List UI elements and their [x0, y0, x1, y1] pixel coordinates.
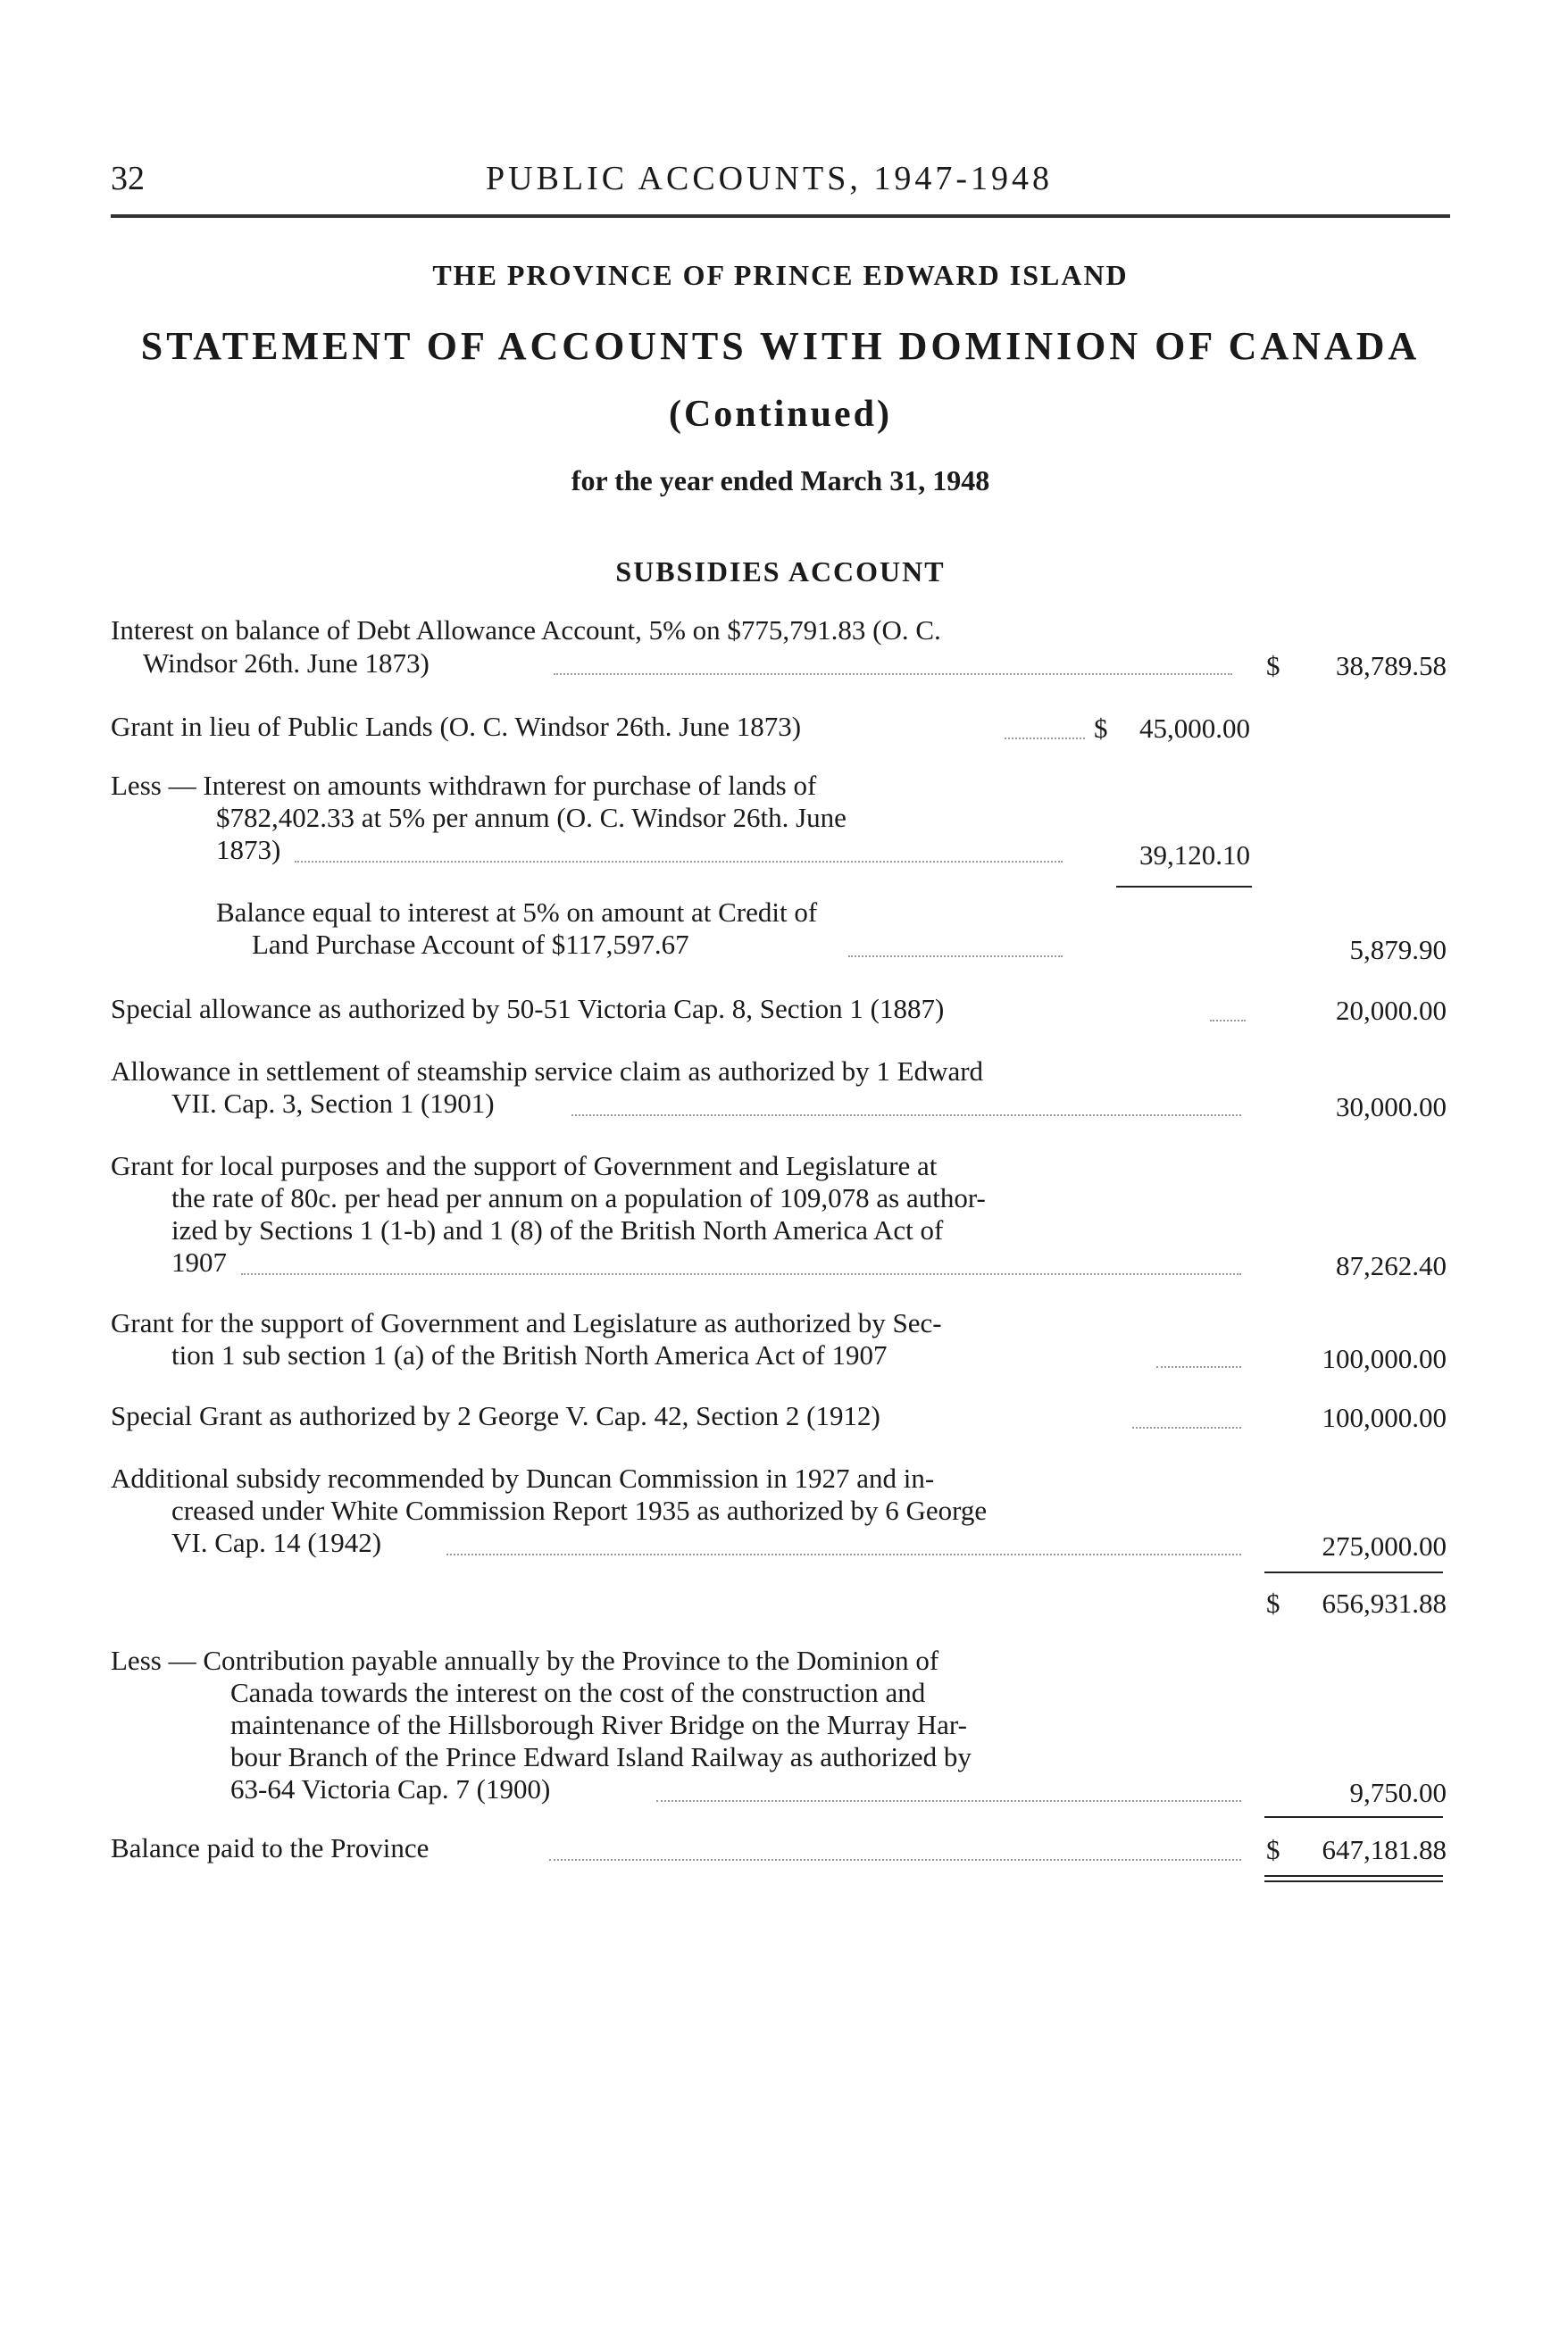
entry-balance-interest-line2: Land Purchase Account of $117,597.67	[252, 929, 689, 960]
entry-balance-paid-line1: Balance paid to the Province	[111, 1832, 430, 1863]
section-heading: SUBSIDIES ACCOUNT	[615, 555, 946, 588]
dollar-sign: $	[1094, 713, 1108, 744]
dollar-sign: $	[1266, 1588, 1280, 1619]
dollar-sign: $	[1266, 1834, 1280, 1865]
province-heading: THE PROVINCE OF PRINCE EDWARD ISLAND	[432, 259, 1129, 291]
entry-balance-interest-line1: Balance equal to interest at 5% on amount at Credit of	[216, 896, 818, 928]
entry-local-purposes-amount: 87,262.40	[1336, 1250, 1447, 1281]
entry-special-allowance-line1: Special allowance as authorized by 50-51 Victoria Cap. 8, Section 1 (1887)	[111, 993, 945, 1024]
leader-dots	[1132, 1427, 1241, 1429]
leader-dots	[571, 1114, 1241, 1116]
leader-dots	[295, 861, 1063, 863]
entry-special-allowance-amount: 20,000.00	[1336, 995, 1447, 1026]
entry-less-interest-line1: Less — Interest on amounts withdrawn for purchase of lands of	[111, 770, 817, 801]
entry-interest-line2: Windsor 26th. June 1873)	[143, 647, 430, 679]
entry-additional-line3: VI. Cap. 14 (1942)	[171, 1527, 382, 1558]
entry-balance-interest-amount: 5,879.90	[1349, 934, 1447, 965]
entry-steamship-line1: Allowance in settlement of steamship service claim as authorized by 1 Edward	[111, 1055, 984, 1087]
period-line: for the year ended March 31, 1948	[571, 464, 990, 496]
entry-special-grant-line1: Special Grant as authorized by 2 George V. Cap. 42, Section 2 (1912)	[111, 1400, 880, 1431]
entry-additional-line1: Additional subsidy recommended by Duncan Commission in 1927 and in-	[111, 1463, 935, 1494]
entry-less-interest-amount: 39,120.10	[1139, 839, 1250, 871]
subtotal-rule	[1116, 886, 1252, 888]
entry-local-purposes-line1: Grant for local purposes and the support of Government and Legislature at	[111, 1150, 938, 1181]
entry-interest-amount: 38,789.58	[1336, 650, 1447, 681]
entry-local-purposes-line3: ized by Sections 1 (1-b) and 1 (8) of the British North America Act of	[171, 1214, 944, 1246]
entry-steamship-line2: VII. Cap. 3, Section 1 (1901)	[171, 1088, 495, 1119]
entry-less-contribution-line2: Canada towards the interest on the cost of the construction and	[230, 1677, 926, 1708]
entry-additional-line2: creased under White Commission Report 1935 as authorized by 6 George	[171, 1495, 988, 1526]
entry-grant-lands-amount: 45,000.00	[1139, 713, 1250, 744]
leader-dots	[241, 1273, 1241, 1275]
entry-support-govt-amount: 100,000.00	[1322, 1343, 1447, 1374]
page-number: 32	[111, 160, 145, 197]
dollar-sign: $	[1266, 650, 1280, 681]
entry-support-govt-line2: tion 1 sub section 1 (a) of the British North America Act of 1907	[171, 1339, 888, 1371]
leader-dots	[656, 1800, 1241, 1802]
leader-dots	[446, 1554, 1241, 1555]
entry-local-purposes-line2: the rate of 80c. per head per annum on a population of 109,078 as author-	[171, 1182, 986, 1213]
entry-less-contribution-line3: maintenance of the Hillsborough River Bridge on the Murray Har-	[230, 1709, 967, 1740]
leader-dots	[554, 673, 1232, 675]
leader-dots	[549, 1859, 1241, 1861]
entry-interest-line1: Interest on balance of Debt Allowance Account, 5% on $775,791.83 (O. C.	[111, 614, 941, 646]
leader-dots	[1005, 738, 1085, 739]
subtotal-amount: 656,931.88	[1322, 1588, 1447, 1619]
running-title: PUBLIC ACCOUNTS, 1947-1948	[486, 160, 1053, 197]
statement-title: STATEMENT OF ACCOUNTS WITH DOMINION OF CANADA	[140, 324, 1421, 368]
entry-less-contribution-line1: Less — Contribution payable annually by the Province to the Dominion of	[111, 1645, 939, 1676]
entry-support-govt-line1: Grant for the support of Government and Legislature as authorized by Sec-	[111, 1307, 942, 1338]
balance-paid-amount: 647,181.88	[1322, 1834, 1447, 1865]
entry-special-grant-amount: 100,000.00	[1322, 1402, 1447, 1433]
running-head	[111, 159, 1450, 213]
total-rule-top	[1264, 1875, 1443, 1877]
leader-dots	[1156, 1366, 1241, 1368]
leader-dots	[1210, 1020, 1246, 1021]
entry-less-contribution-line4: bour Branch of the Prince Edward Island Railway as authorized by	[230, 1741, 972, 1772]
leader-dots	[848, 955, 1063, 957]
total-rule-bottom	[1264, 1880, 1443, 1882]
entry-less-contribution-amount: 9,750.00	[1349, 1777, 1447, 1808]
entry-less-interest-line3: 1873)	[216, 834, 281, 865]
entry-less-interest-line2: $782,402.33 at 5% per annum (O. C. Windsor 26th. June	[216, 802, 847, 833]
continued-label: (Continued)	[668, 394, 893, 435]
entry-grant-lands-line1: Grant in lieu of Public Lands (O. C. Windsor 26th. June 1873)	[111, 711, 802, 742]
entry-steamship-amount: 30,000.00	[1336, 1091, 1447, 1122]
subtotal-rule	[1264, 1816, 1443, 1818]
header-rule	[111, 214, 1450, 218]
entry-additional-amount: 275,000.00	[1322, 1530, 1447, 1562]
entry-less-contribution-line5: 63-64 Victoria Cap. 7 (1900)	[230, 1773, 551, 1805]
entry-local-purposes-line4: 1907	[171, 1246, 227, 1278]
subtotal-rule	[1264, 1572, 1443, 1573]
